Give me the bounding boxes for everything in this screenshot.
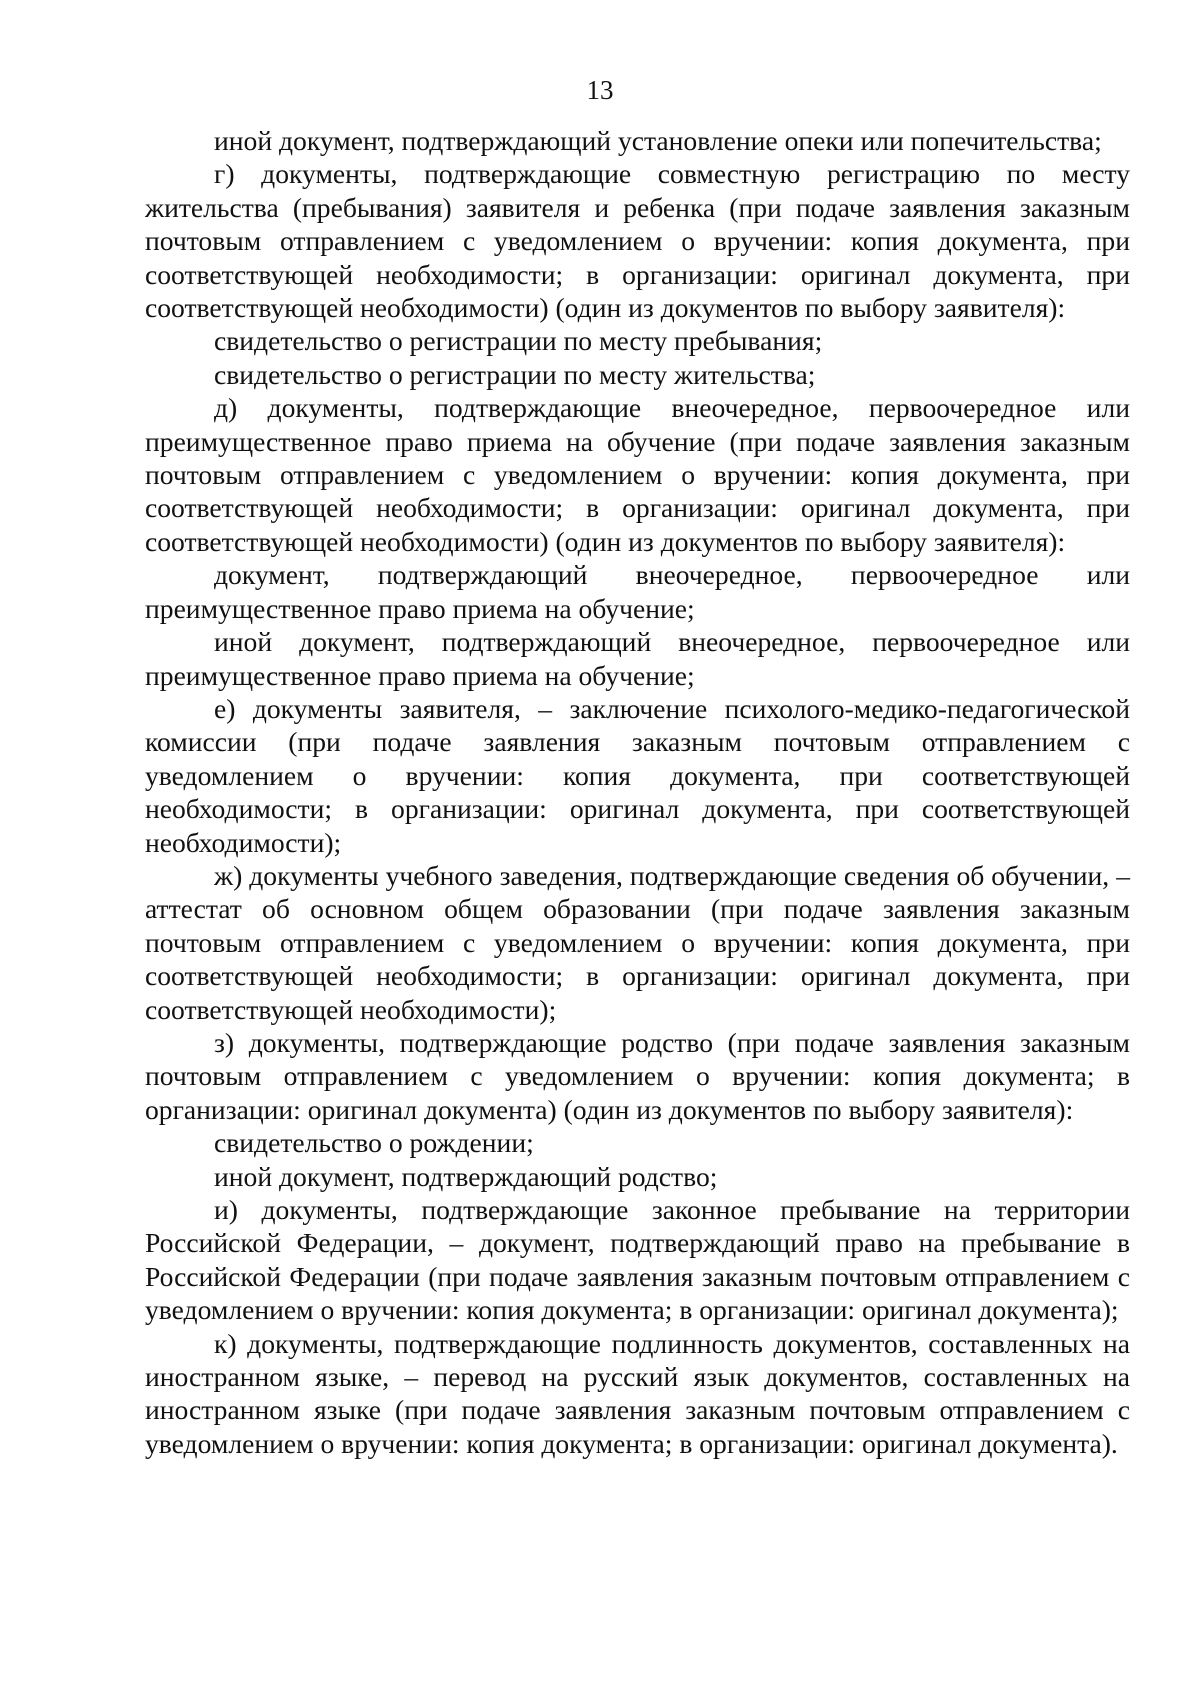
paragraph-item-d: д) документы, подтверждающие внеочередное, первоочередное или преимущественное право приема на обучение (при подаче заявления заказным почтовым отправлением с уведомлением о вручении: копия документа, при соответствующей необходимости; в организации: оригинал документа, при соответствующей необходимости) (один из документов по выбору заявителя): — [145, 392, 1130, 557]
paragraph-item-g: г) документы, подтверждающие совместную регистрацию по месту жительства (пребывания) заявителя и ребенка (при подаче заявления заказным почтовым отправлением с уведомлением о вручении: копия документа, при соответствующей необходимости; в организации: оригинал документа, при соответствующей необходимости) (один из документов по выбору заявителя): — [145, 158, 1130, 324]
document-body — [145, 124, 1130, 1460]
page-number: 13 — [586, 75, 614, 105]
paragraph-other-kinship-document: иной документ, подтверждающий родство; — [214, 1160, 718, 1192]
paragraph-item-k: к) документы, подтверждающие подлинность документов, составленных на иностранном языке, – перевод на русский язык документов, составленных на иностранном языке (при подаче заявления заказным почтовым отправлением с уведомлением о вручении: копия документа; в организации: оригинал документа). — [145, 1327, 1130, 1459]
paragraph-temp-registration: свидетельство о регистрации по месту пребывания; — [214, 325, 823, 357]
paragraph-residence-registration: свидетельство о регистрации по месту жительства; — [214, 358, 816, 390]
paragraph-item-e: е) документы заявителя, – заключение психолого-медико-педагогической комиссии (при подаче заявления заказным почтовым отправлением с уведомлением о вручении: копия документа, при соответствующей необходимости; в организации: оригинал документа, при соответствующей необходимости); — [145, 692, 1130, 858]
paragraph-guardianship-document: иной документ, подтверждающий установление опеки или попечительства; — [214, 125, 1102, 156]
paragraph-item-i: и) документы, подтверждающие законное пребывание на территории Российской Федерации, – документ, подтверждающий право на пребывание в Российской Федерации (при подаче заявления заказным почтовым отправлением с уведомлением о вручении: копия документа; в организации: оригинал документа); — [145, 1194, 1130, 1326]
paragraph-item-zh: ж) документы учебного заведения, подтверждающие сведения об обучении, – аттестат об основном общем образовании (при подаче заявления заказным почтовым отправлением с уведомлением о вручении: копия документа, при соответствующей необходимости; в организации: оригинал документа, при соответствующей необходимости); — [145, 859, 1130, 1025]
paragraph-other-priority-document: иной документ, подтверждающий внеочередное, первоочередное или преимущественное право приема на обучение; — [145, 626, 1130, 691]
paragraph-birth-certificate: свидетельство о рождении; — [214, 1127, 534, 1159]
paragraph-priority-document: документ, подтверждающий внеочередное, первоочередное или преимущественное право приема на обучение; — [145, 559, 1130, 624]
paragraph-item-z: з) документы, подтверждающие родство (при подаче заявления заказным почтовым отправлением с уведомлением о вручении: копия документа; в организации: оригинал документа) (один из документов по выбору заявителя): — [145, 1026, 1130, 1125]
